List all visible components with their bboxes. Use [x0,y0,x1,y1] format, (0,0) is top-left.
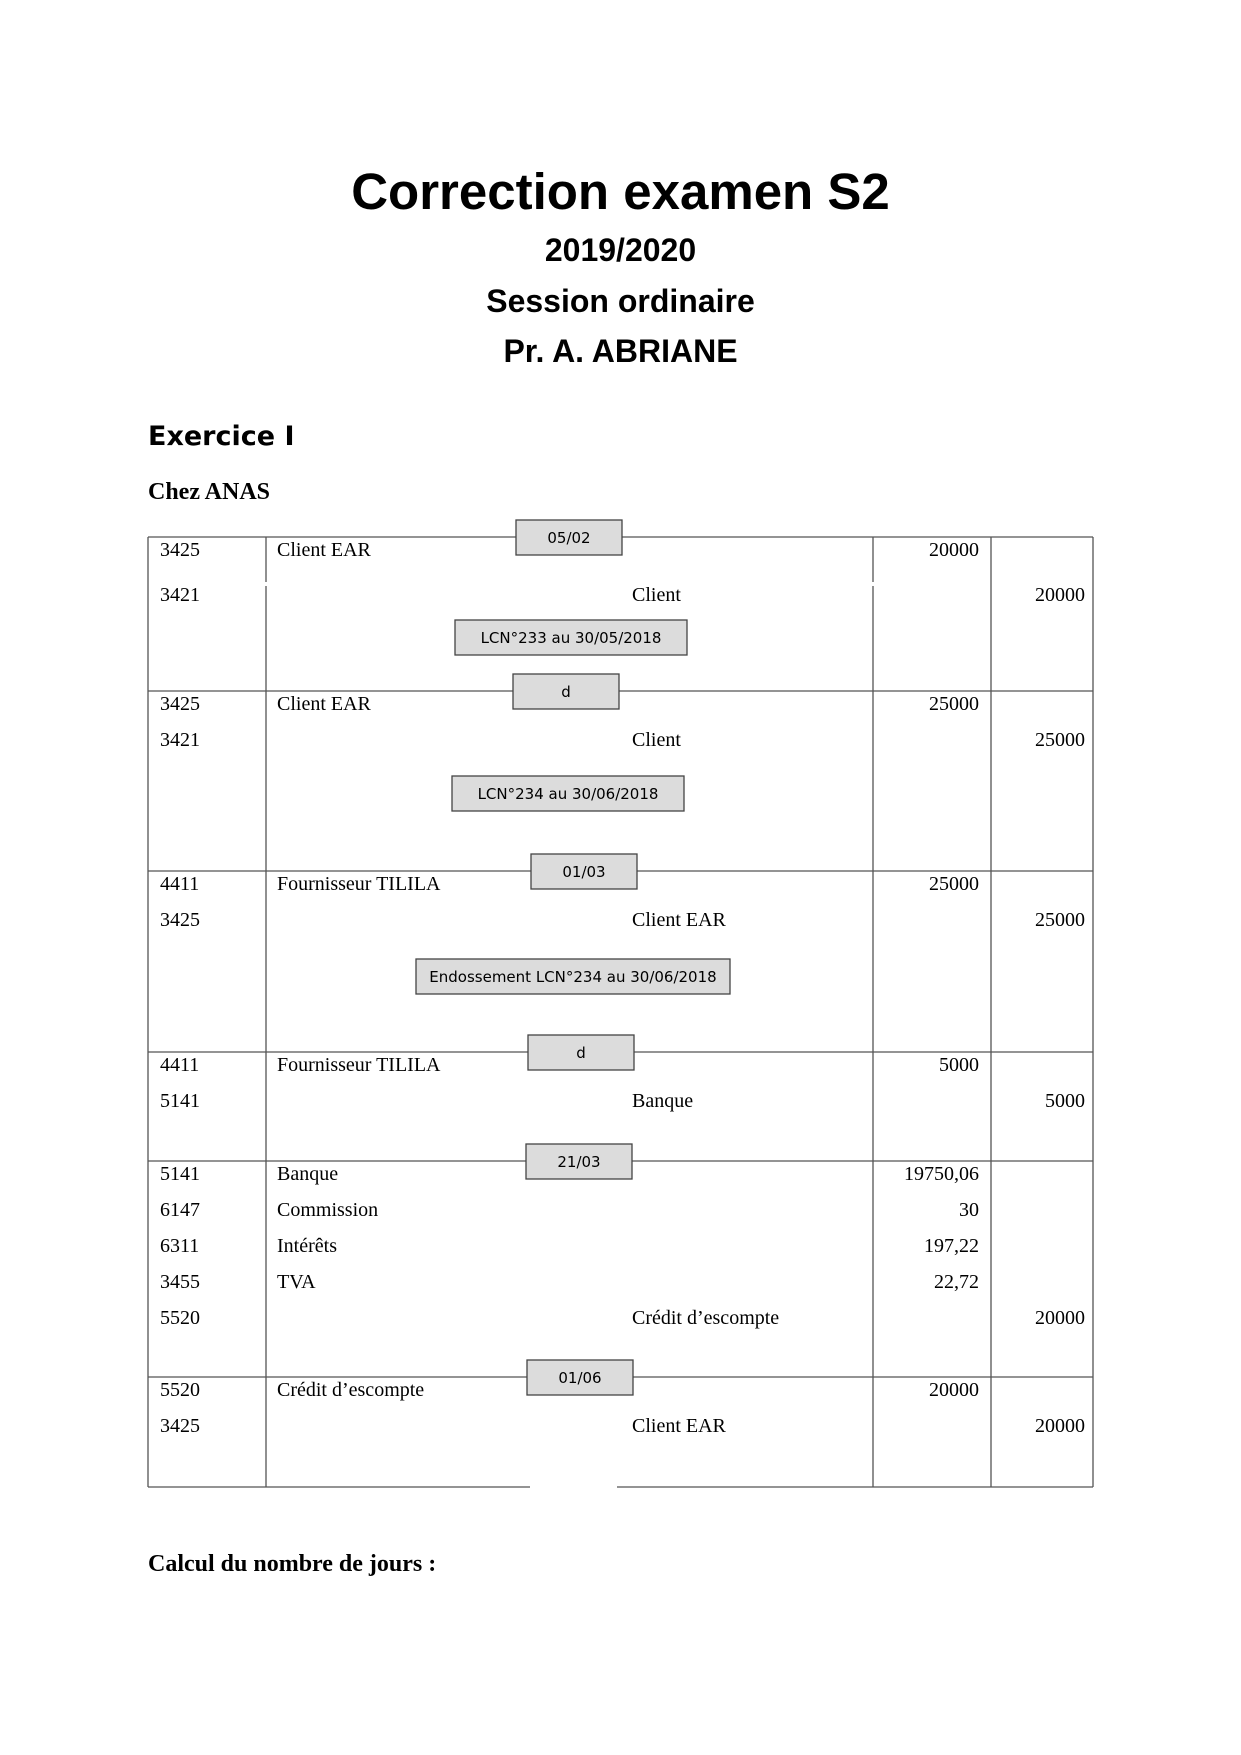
account-number: 3421 [160,584,200,606]
account-label: Intérêts [277,1235,337,1257]
account-label: Banque [632,1090,694,1112]
account-number: 5520 [160,1307,200,1329]
debit-amount: 197,22 [924,1235,979,1257]
credit-amount: 25000 [1035,729,1085,751]
session-label: Session ordinaire [486,283,755,319]
account-number: 6311 [160,1235,200,1257]
debit-amount: 5000 [939,1054,979,1076]
entry-date: d [561,683,571,701]
professor-name: Pr. A. ABRIANE [503,333,738,369]
account-label: Client EAR [277,539,371,561]
account-label: TVA [277,1271,316,1293]
debit-amount: 25000 [929,693,979,715]
document-title: Correction examen S2 [351,163,890,220]
account-label: Client [632,729,681,751]
account-number: 3425 [160,539,200,561]
account-label: Client EAR [277,693,371,715]
credit-amount: 25000 [1035,909,1085,931]
account-label: Fournisseur TILILA [277,1054,441,1076]
debit-amount: 25000 [929,873,979,895]
entry-date: 01/06 [558,1369,602,1387]
entry-note: LCN°233 au 30/05/2018 [480,629,662,647]
credit-amount: 5000 [1045,1090,1085,1112]
credit-amount: 20000 [1035,1307,1085,1329]
debit-amount: 20000 [929,539,979,561]
debit-amount: 19750,06 [904,1163,979,1185]
account-number: 4411 [160,873,200,895]
days-calculation-title: Calcul du nombre de jours : [148,1551,437,1577]
account-number: 3455 [160,1271,200,1293]
account-number: 3425 [160,693,200,715]
account-number: 5141 [160,1163,200,1185]
account-label: Crédit d’escompte [277,1379,425,1401]
account-number: 5141 [160,1090,200,1112]
account-label: Client EAR [632,1415,726,1437]
account-label: Client [632,584,681,606]
entry-note: LCN°234 au 30/06/2018 [477,785,659,803]
account-label: Banque [277,1163,339,1185]
entry-note: Endossement LCN°234 au 30/06/2018 [429,968,717,986]
account-label: Crédit d’escompte [632,1307,780,1329]
debit-amount: 30 [959,1199,979,1221]
exercise-title: Exercice I [148,421,295,452]
account-number: 3425 [160,909,200,931]
debit-amount: 20000 [929,1379,979,1401]
account-number: 5520 [160,1379,200,1401]
academic-year: 2019/2020 [544,232,697,268]
account-number: 4411 [160,1054,200,1076]
entry-date: 21/03 [557,1153,601,1171]
account-label: Client EAR [632,909,726,931]
debit-amount: 22,72 [934,1271,979,1293]
entry-date: 01/03 [562,863,606,881]
exercise-subtitle: Chez ANAS [148,479,271,505]
open-cell-gap [265,582,874,586]
account-number: 3421 [160,729,200,751]
account-label: Fournisseur TILILA [277,873,441,895]
account-number: 3425 [160,1415,200,1437]
entry-date: d [576,1044,586,1062]
credit-amount: 20000 [1035,584,1085,606]
credit-amount: 20000 [1035,1415,1085,1437]
account-label: Commission [277,1199,379,1221]
account-number: 6147 [160,1199,200,1221]
entry-date: 05/02 [547,529,591,547]
